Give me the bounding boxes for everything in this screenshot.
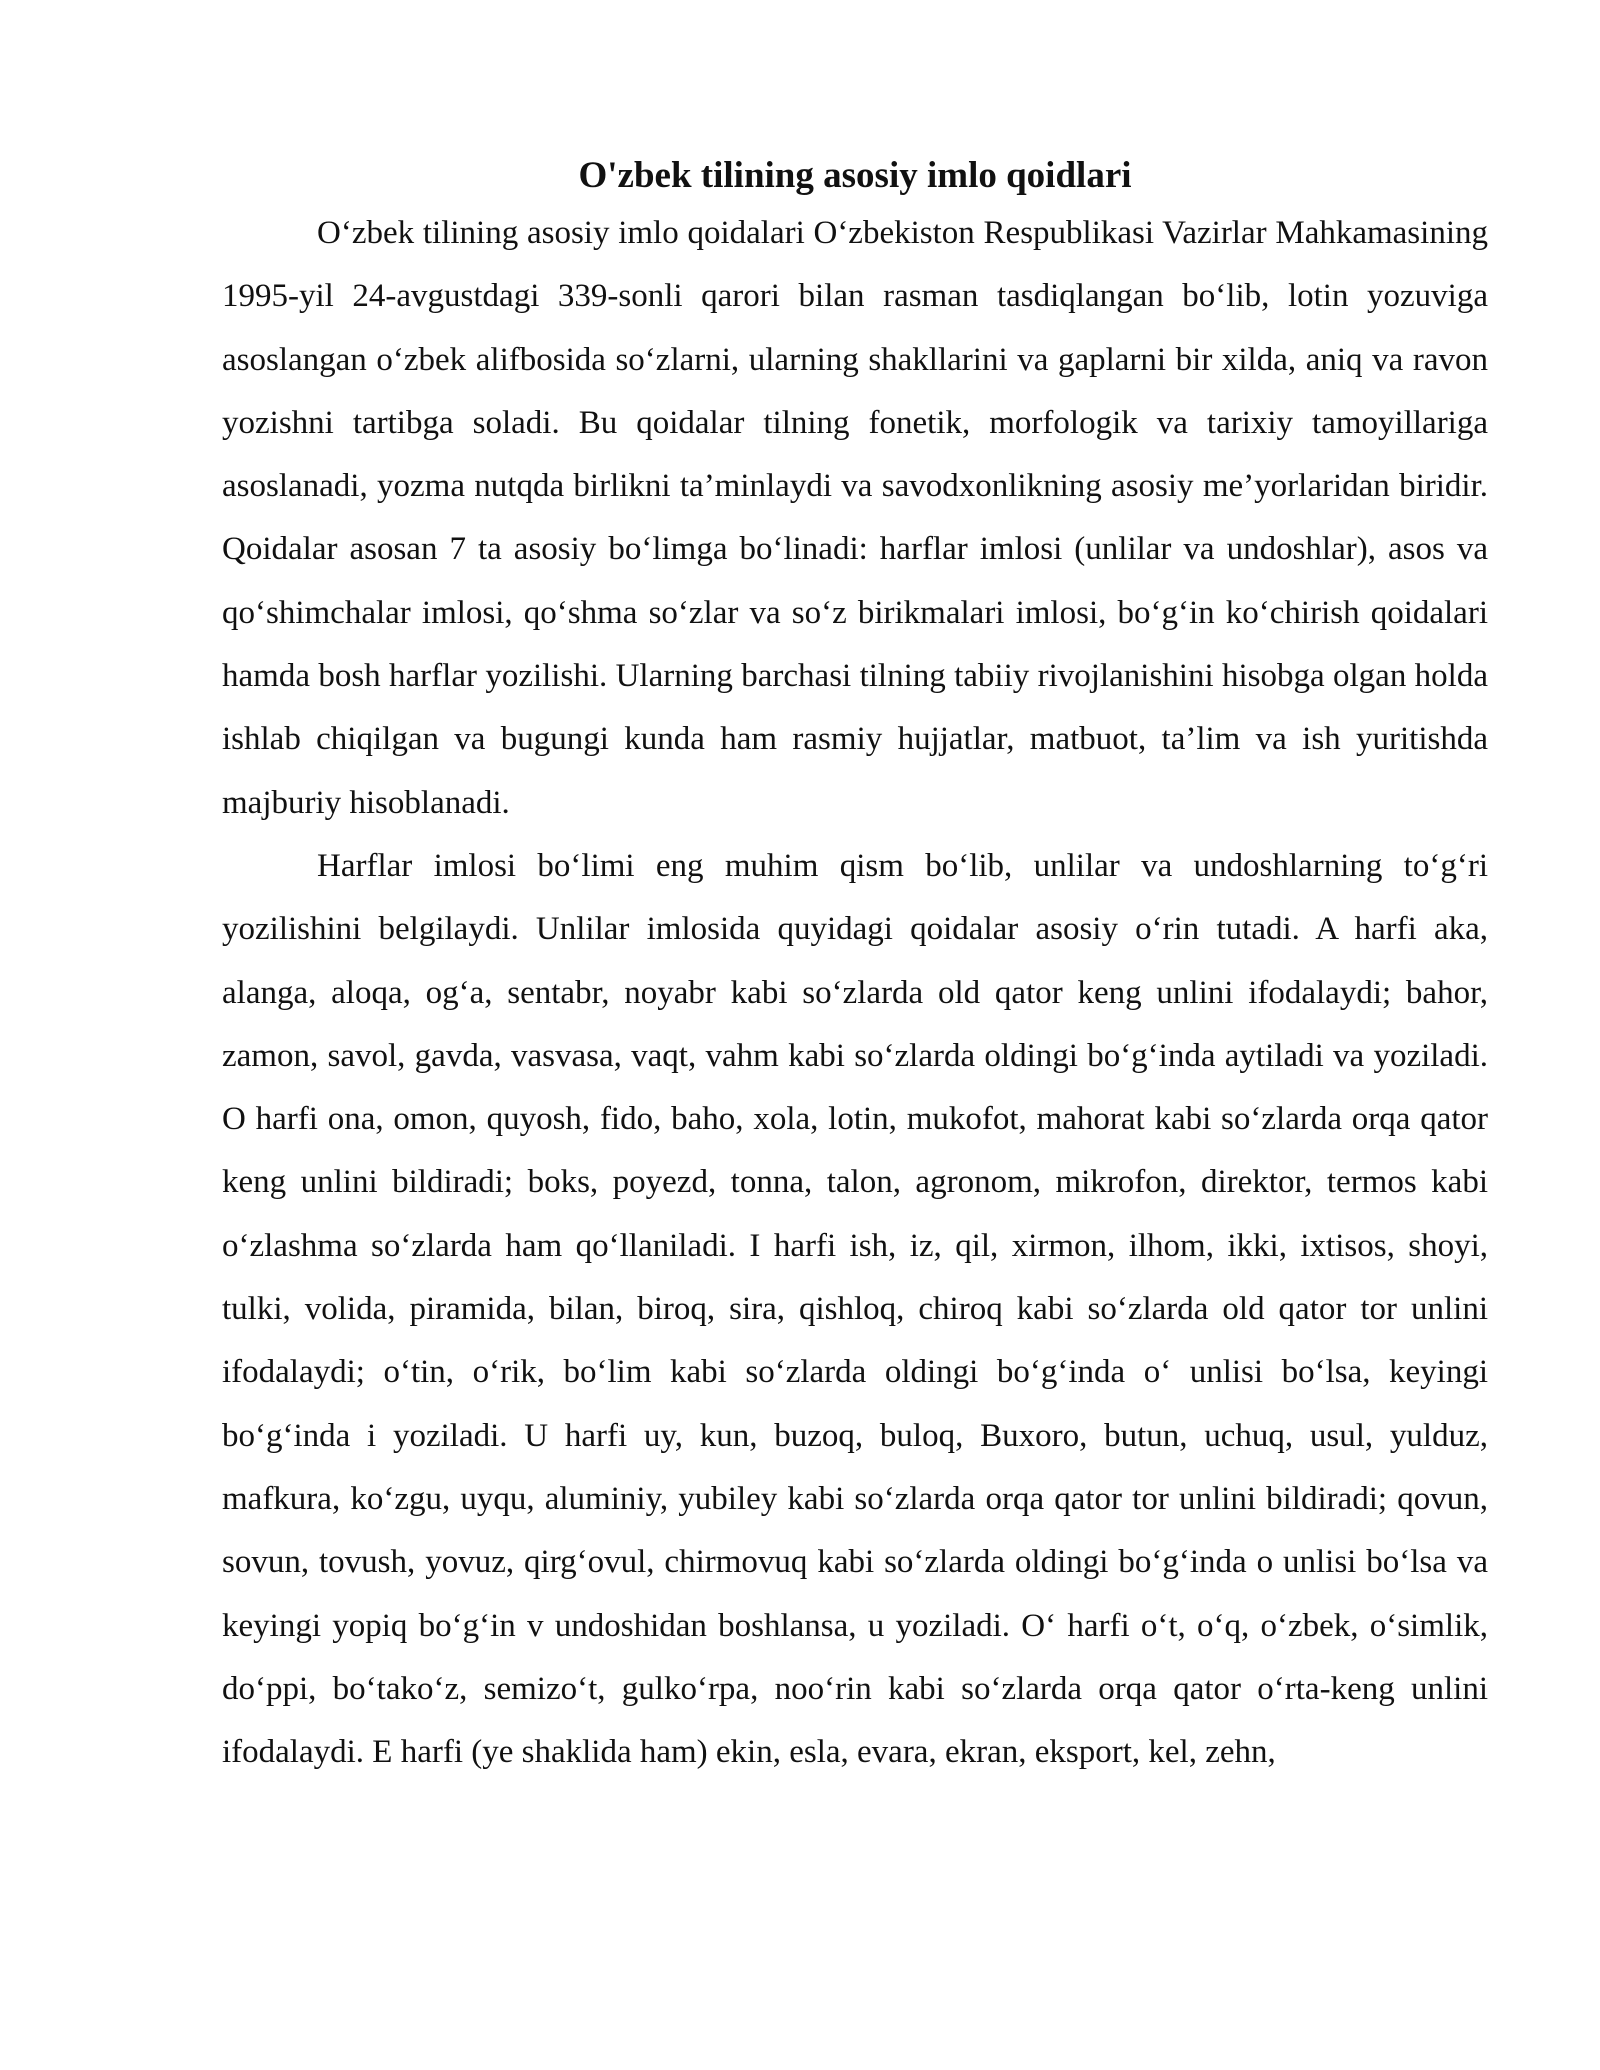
paragraph-1: O‘zbek tilining asosiy imlo qoidalari O‘zbekiston Respublikasi Vazirlar Mahkamasining 1995-yil 24-avgustdagi 339-sonli qarori bilan rasman tasdiqlangan bo‘lib, lotin yozuviga asoslangan o‘zbek alifbosida so‘zlarni, ularning shakllarini va gaplarni bir xilda, aniq va ravon yozishni tartibga soladi. Bu qoidalar tilning fonetik, morfologik va tarixiy tamoyillariga asoslanadi, yozma nutqda birlikni ta’minlaydi va savodxonlikning asosiy me’yorlaridan biridir. Qoidalar asosan 7 ta asosiy bo‘limga bo‘linadi: harflar imlosi (unlilar va undoshlar), asos va qo‘shimchalar imlosi, qo‘shma so‘zlar va so‘z birikmalari imlosi, bo‘g‘in ko‘chirish qoidalari hamda bosh harflar yozilishi. Ularning barchasi tilning tabiiy rivojlanishini hisobga olgan holda ishlab chiqilgan va bugungi kunda ham rasmiy hujjatlar, matbuot, ta’lim va ish yuritishda majburiy hisoblanadi.	[222, 215, 1488, 821]
paragraph-2: Harflar imlosi bo‘limi eng muhim qism bo‘lib, unlilar va undoshlarning to‘g‘ri yozilishini belgilaydi. Unlilar imlosida quyidagi qoidalar asosiy o‘rin tutadi. A harfi aka, alanga, aloqa, og‘a, sentabr, noyabr kabi so‘zlarda old qator keng unlini ifodalaydi; bahor, zamon, savol, gavda, vasvasa, vaqt, vahm kabi so‘zlarda oldingi bo‘g‘inda aytiladi va yoziladi. O harfi ona, omon, quyosh, fido, baho, xola, lotin, mukofot, mahorat kabi so‘zlarda orqa qator keng unlini bildiradi; boks, poyezd, tonna, talon, agronom, mikrofon, direktor, termos kabi o‘zlashma so‘zlarda ham qo‘llaniladi. I harfi ish, iz, qil, xirmon, ilhom, ikki, ixtisos, shoyi, tulki, volida, piramida, bilan, biroq, sira, qishloq, chiroq kabi so‘zlarda old qator tor unlini ifodalaydi; o‘tin, o‘rik, bo‘lim kabi so‘zlarda oldingi bo‘g‘inda o‘ unlisi bo‘lsa, keyingi bo‘g‘inda i yoziladi. U harfi uy, kun, buzoq, buloq, Buxoro, butun, uchuq, usul, yulduz, mafkura, ko‘zgu, uyqu, aluminiy, yubiley kabi so‘zlarda orqa qator tor unlini bildiradi; qovun, sovun, tovush, yovuz, qirg‘ovul, chirmovuq kabi so‘zlarda oldingi bo‘g‘inda o unlisi bo‘lsa va keyingi yopiq bo‘g‘in v undoshidan boshlansa, u yoziladi. O‘ harfi o‘t, o‘q, o‘zbek, o‘simlik, do‘ppi, bo‘tako‘z, semizo‘t, gulko‘rpa, noo‘rin kabi so‘zlarda orqa qator o‘rta-keng unlini ifodalaydi. E harfi (ye shaklida ham) ekin, esla, evara, ekran, eksport, kel, zehn,	[222, 847, 1488, 1771]
document-title: O'zbek tilining asosiy imlo qoidlari	[578, 155, 1132, 196]
document-page	[222, 150, 1488, 1784]
